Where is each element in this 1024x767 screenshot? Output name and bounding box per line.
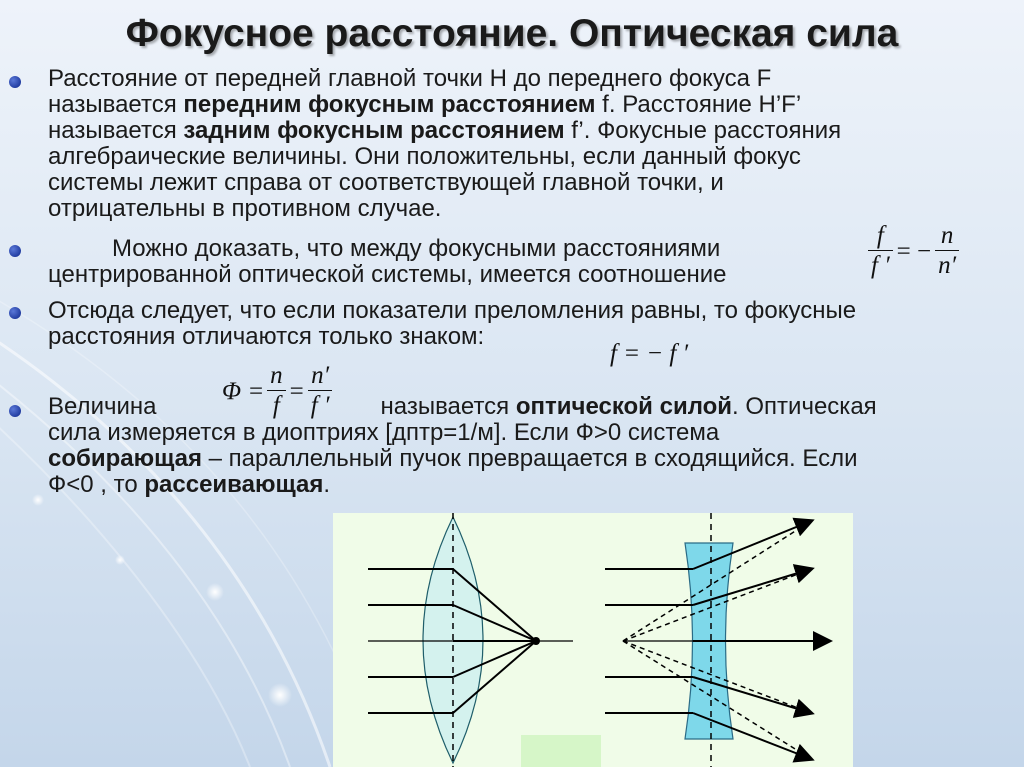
bullet-4 — [9, 405, 21, 417]
p4-text: сила измеряется в диоптриях [дптр=1/м]. Если Ф>0 система — [48, 419, 720, 446]
paragraph-optical-power — [48, 394, 1018, 498]
p1-text: f. Расстояние H’F’ — [595, 91, 802, 118]
p1-text: называется — [48, 117, 184, 144]
p3-line2: расстояния отличаются только знаком: — [48, 323, 485, 350]
term-optical-power: оптической силой — [515, 393, 733, 420]
p2-line1: Можно доказать, что между фокусными расстояниями — [112, 235, 721, 262]
lens-diagram — [333, 513, 853, 767]
paragraph-equal-index — [48, 298, 1018, 350]
diverging-lens — [605, 513, 829, 767]
f-prime-denominator: f ′ — [871, 252, 890, 279]
p1-line1: Расстояние от передней главной точки H до переднего фокуса F — [48, 65, 772, 92]
p4-text: Ф<0 , то — [48, 471, 145, 498]
term-back-focal: задним фокусным расстоянием — [183, 117, 565, 144]
p4-text: – параллельный пучок превращается в сходящийся. Если — [201, 445, 858, 472]
p4-text: . — [323, 471, 331, 498]
p1-text: системы лежит справа от соответствующей главной точки, и — [48, 169, 724, 196]
n-prime-denominator: n′ — [938, 252, 957, 279]
term-front-focal: передним фокусным расстоянием — [183, 91, 596, 118]
phi-symbol: Φ — [222, 377, 242, 405]
converging-lens — [368, 513, 573, 767]
p4-text: называется — [380, 393, 516, 420]
term-diverging: рассеивающая — [144, 471, 324, 498]
n-numerator: n — [267, 362, 286, 391]
formula-focal-ratio — [868, 222, 959, 281]
p1-text: называется — [48, 91, 184, 118]
bullet-3 — [9, 307, 21, 319]
term-converging: собирающая — [48, 445, 202, 472]
formula-optical-power — [218, 362, 332, 421]
p1-text: f’. Фокусные расстояния — [564, 117, 842, 144]
paragraph-relation — [48, 236, 848, 288]
equals-sign: = — [249, 377, 264, 405]
p3-line1: Отсюда следует, что если показатели преломления равны, то фокусные — [48, 297, 857, 324]
diagram-highlight — [521, 735, 601, 767]
f-prime-denominator: f ′ — [310, 392, 330, 419]
p4-text: Величина — [48, 393, 157, 420]
p2-line2: центрированной оптической системы, имеется соотношение — [48, 261, 727, 288]
n-prime-numerator: n′ — [308, 362, 333, 391]
f-numerator: f — [868, 222, 893, 251]
p1-text: алгебраические величины. Они положительны, если данный фокус — [48, 143, 801, 170]
n-numerator: n — [935, 222, 959, 251]
page-title: Фокусное расстояние. Оптическая сила — [125, 12, 899, 55]
f-denominator: f — [272, 392, 280, 419]
paragraph-focal-distance — [48, 66, 1008, 222]
equals-sign: = — [289, 377, 304, 405]
equals-minus: = − — [896, 237, 932, 265]
bullet-2 — [9, 245, 21, 257]
formula-f-equals-minus-fprime: f = − f ′ — [610, 340, 689, 367]
p1-text: отрицательны в противном случае. — [48, 195, 442, 222]
p4-text: . Оптическая — [732, 393, 877, 420]
bullet-1 — [9, 76, 21, 88]
